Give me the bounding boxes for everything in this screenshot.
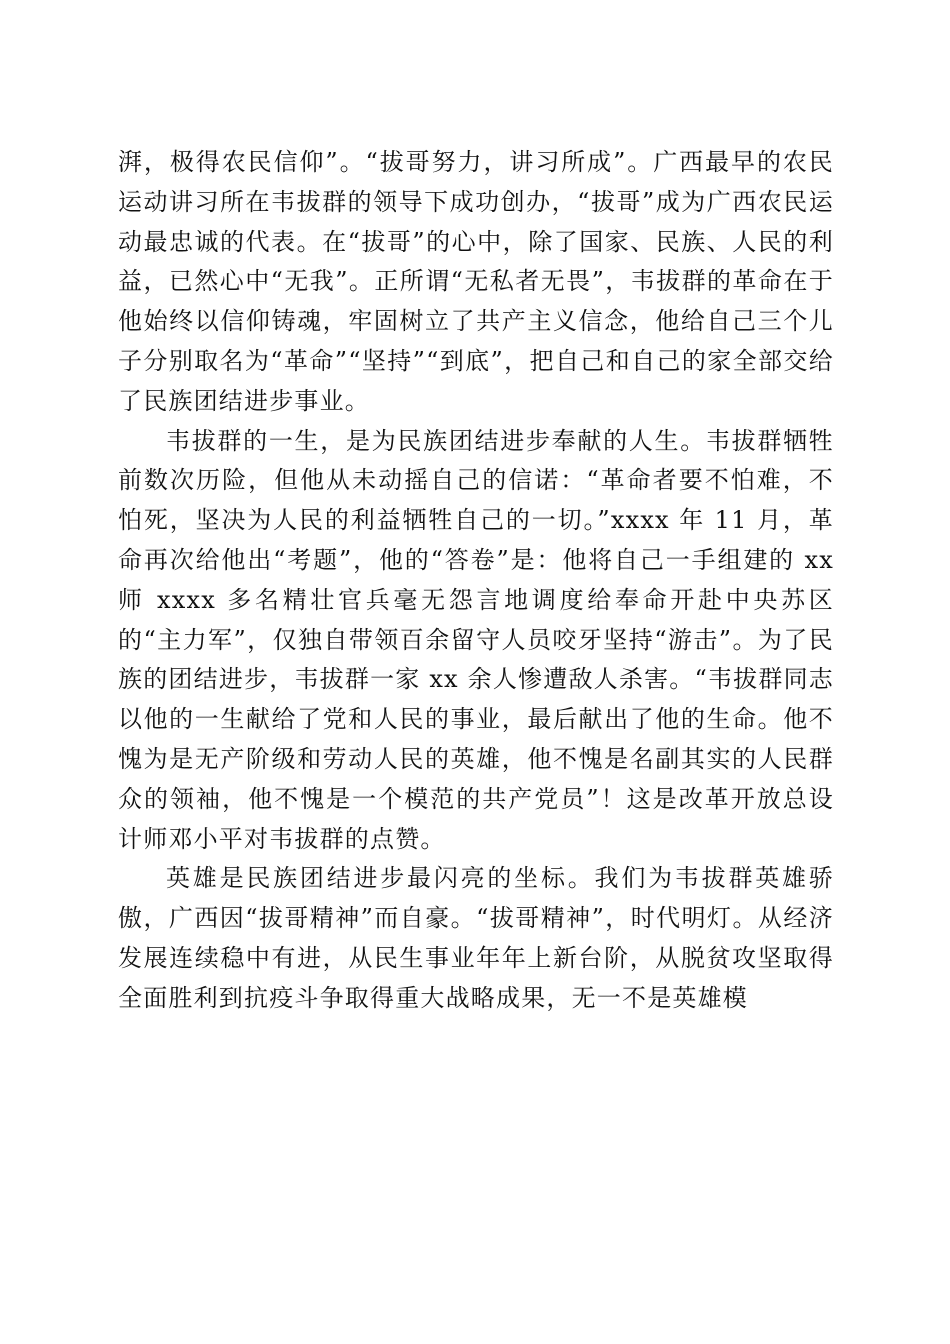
paragraph-life-dedication: 韦拔群的一生，是为民族团结进步奉献的人生。韦拔群牺牲前数次历险，但他从未动摇自己的信诺：“革命者要不怕难，不怕死，坚决为人民的利益牺牲自己的一切。”xxxx 年 11 月，革命再次给他出“考题”，他的“答卷”是：他将自己一手组建的 xx 师 xxxx 多名精壮官兵毫无怨言地调度给奉命开赴中央苏区的“主力军”，仅独自带领百余留守人员咬牙坚持“游击”。为了民族的团结进步，韦拔群一家 xx 余人惨遭敌人杀害。“韦拔群同志以他的一生献给了党和人民的事业，最后献出了他的生命。他不愧为是无产阶级和劳动人民的英雄，他不愧是名副其实的人民群众的领袖，他不愧是一个模范的共产党员”！这是改革开放总设计师邓小平对韦拔群的点赞。 — [118, 426, 834, 853]
body-text — [118, 143, 834, 1019]
paragraph-hero-coordinate: 英雄是民族团结进步最闪亮的坐标。我们为韦拔群英雄骄傲，广西因“拔哥精神”而自豪。“拔哥精神”，时代明灯。从经济发展连续稳中有进，从民生事业年年上新台阶，从脱贫攻坚取得全面胜利到抗疫斗争取得重大战略成果，无一不是英雄模 — [118, 864, 834, 1012]
paragraph-continued: 湃，极得农民信仰”。“拔哥努力，讲习所成”。广西最早的农民运动讲习所在韦拔群的领导下成功创办，“拔哥”成为广西农民运动最忠诚的代表。在“拔哥”的心中，除了国家、民族、人民的利益，已然心中“无我”。正所谓“无私者无畏”，韦拔群的革命在于他始终以信仰铸魂，牢固树立了共产主义信念，他给自己三个儿子分别取名为“革命”“坚持”“到底”，把自己和自己的家全部交给了民族团结进步事业。 — [118, 148, 834, 415]
